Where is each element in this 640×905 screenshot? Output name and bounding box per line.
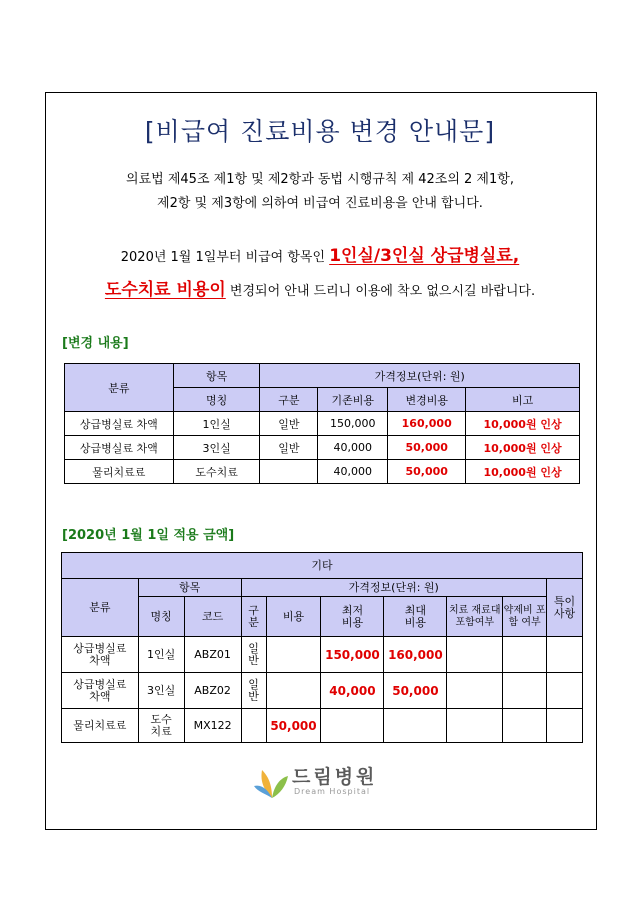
cell-old-price: 150,000: [318, 412, 388, 436]
table-row: [62, 673, 583, 709]
cell-category: 상급병실료 차액: [65, 412, 174, 436]
table-row: [65, 460, 580, 484]
cell-material: [447, 673, 503, 709]
header-drug: 약제비 포함 여부: [503, 597, 547, 637]
cell-min: [321, 709, 384, 743]
header-item: 항목: [138, 579, 241, 597]
header-old-price: 기존비용: [318, 388, 388, 412]
header-name: 명칭: [173, 388, 260, 412]
cell-type: [260, 460, 318, 484]
header-code: 코드: [184, 597, 241, 637]
cell-type: 일반: [241, 673, 266, 709]
header-item: 항목: [173, 364, 260, 388]
section-title-applied: [2020년 1월 1일 적용 금액]: [62, 528, 235, 543]
cell-category: 물리치료료: [65, 460, 174, 484]
header-material: 치료 재료대 포함여부: [447, 597, 503, 637]
cell-material: [447, 637, 503, 673]
header-category: 분류: [65, 364, 174, 412]
header-category: 분류: [62, 579, 139, 637]
cell-new-price: 50,000: [388, 436, 466, 460]
cell-special: [546, 637, 582, 673]
header-remark: 비고: [466, 388, 580, 412]
header-new-price: 변경비용: [388, 388, 466, 412]
cell-remark: 10,000원 인상: [466, 436, 580, 460]
cell-old-price: 40,000: [318, 436, 388, 460]
cell-special: [546, 673, 582, 709]
notice-line-2: [60, 279, 580, 303]
cell-old-price: 40,000: [318, 460, 388, 484]
section-title-changes: [변경 내용]: [62, 336, 129, 351]
notice-line-1: [60, 245, 580, 269]
cell-max: 50,000: [384, 673, 447, 709]
cell-material: [447, 709, 503, 743]
notice-prefix: 2020년 1월 1일부터 비급여 항목인: [120, 250, 330, 265]
header-special: 특이사항: [546, 579, 582, 637]
table-header-row: [62, 553, 583, 579]
cell-drug: [503, 637, 547, 673]
intro-line-1: 의료법 제45조 제1항 및 제2항과 동법 시행규칙 제 42조의 2 제1항,: [126, 172, 514, 187]
cell-remark: 10,000원 인상: [466, 412, 580, 436]
cell-name: 3인실: [173, 436, 260, 460]
cell-name: 3인실: [138, 673, 184, 709]
cell-new-price: 160,000: [388, 412, 466, 436]
cell-min: 150,000: [321, 637, 384, 673]
header-max: 최대 비용: [384, 597, 447, 637]
cell-code: MX122: [184, 709, 241, 743]
table-row: [62, 709, 583, 743]
header-other: 기타: [62, 553, 583, 579]
cell-category: 물리치료료: [62, 709, 139, 743]
cell-special: [546, 709, 582, 743]
cell-min: 40,000: [321, 673, 384, 709]
table-header-row: [62, 597, 583, 637]
cell-type: 일반: [241, 637, 266, 673]
cell-type: [241, 709, 266, 743]
cell-max: [384, 709, 447, 743]
cell-type: 일반: [260, 412, 318, 436]
cell-category: 상급병실료 차액: [62, 673, 139, 709]
cell-category: 상급병실료 차액: [62, 637, 139, 673]
logo-subtitle: Dream Hospital: [294, 787, 371, 796]
table-row: [65, 412, 580, 436]
page-title: [비급여 진료비용 변경 안내문]: [144, 117, 496, 146]
applied-prices-table: [61, 552, 583, 743]
header-type: 구분: [241, 597, 266, 637]
notice-highlight-therapy: 도수치료 비용이: [104, 280, 226, 300]
cell-drug: [503, 709, 547, 743]
cell-category: 상급병실료 차액: [65, 436, 174, 460]
cell-type: 일반: [260, 436, 318, 460]
header-min: 최저 비용: [321, 597, 384, 637]
logo-name: 드림병원: [292, 766, 378, 788]
table-header-row: [62, 579, 583, 597]
cell-name: 도수 치료: [138, 709, 184, 743]
changes-table: [64, 363, 580, 484]
notice-highlight-rooms: 1인실/3인실 상급병실료,: [329, 246, 520, 266]
table-row: [62, 637, 583, 673]
notice-suffix: 변경되어 안내 드리니 이용에 착오 없으시길 바랍니다.: [225, 284, 536, 299]
cell-max: 160,000: [384, 637, 447, 673]
leaf-icon: [254, 760, 290, 800]
header-price-info: 가격정보(단위: 원): [260, 364, 580, 388]
cell-remark: 10,000원 인상: [466, 460, 580, 484]
hospital-logo: [254, 760, 394, 804]
intro-text: [60, 168, 580, 216]
header-type: 구분: [260, 388, 318, 412]
header-cost: 비용: [266, 597, 321, 637]
cell-cost: [266, 637, 321, 673]
table-header-row: [65, 364, 580, 388]
cell-cost: 50,000: [266, 709, 321, 743]
header-price-info: 가격정보(단위: 원): [241, 579, 546, 597]
intro-line-2: 제2항 및 제3항에 의하여 비급여 진료비용을 안내 합니다.: [157, 196, 483, 211]
cell-code: ABZ02: [184, 673, 241, 709]
cell-drug: [503, 673, 547, 709]
table-row: [65, 436, 580, 460]
cell-name: 1인실: [138, 637, 184, 673]
header-name: 명칭: [138, 597, 184, 637]
cell-cost: [266, 673, 321, 709]
cell-new-price: 50,000: [388, 460, 466, 484]
cell-name: 1인실: [173, 412, 260, 436]
cell-name: 도수치료: [173, 460, 260, 484]
cell-code: ABZ01: [184, 637, 241, 673]
